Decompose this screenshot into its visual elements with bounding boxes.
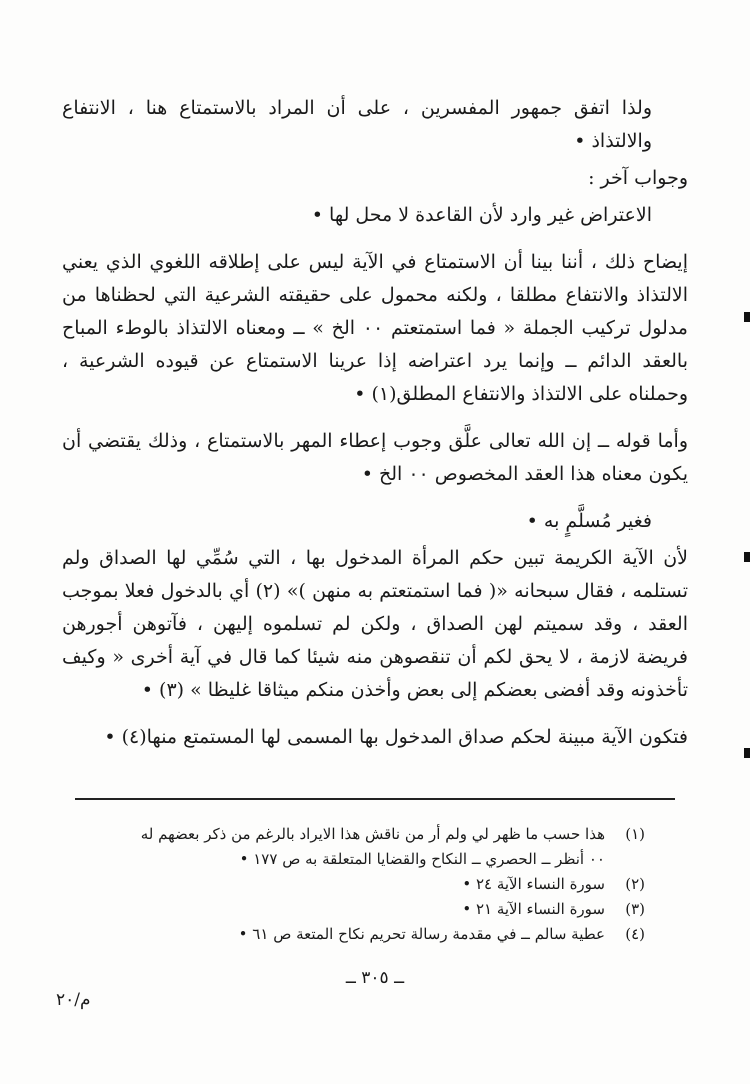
scan-edge-mark (744, 748, 750, 758)
footnote-number: (٤) (625, 925, 645, 943)
footnote-text: سورة النساء الآية ٢١ • (462, 900, 605, 918)
signature-mark: م/٢٠ (56, 990, 91, 1010)
footnotes (140, 822, 645, 947)
paragraph-5: وأما قوله ــ إن الله تعالى علَّق وجوب إعطاء المهر بالاستمتاع ، وذلك يقتضي أن يكون معناه هذا العقد المخصوص ٠٠ الخ • (62, 430, 688, 485)
paragraph-6: فغير مُسلَّمٍ به • (526, 510, 652, 532)
footnote-1 (140, 822, 645, 872)
paragraph-1: ولذا اتفق جمهور المفسرين ، على أن المراد بالاستمتاع هنا ، الانتفاع والالتذاذ • (62, 97, 652, 152)
paragraph-7: لأن الآية الكريمة تبين حكم المرأة المدخول بها ، التي سُمِّي لها الصداق ولم تستلمه ، فقال سبحانه «( فما استمتعتم به منهن )» (٢) أي بالدخول فعلا بموجب العقد ، وقد سميتم لهن الصداق ، ولكن لم تسلموه إليهن ، فآتوهن أجورهن فريضة لازمة ، لا يحق لكم أن تنقصوهن منه شيئا كما قال في آية أخرى « وكيف تأخذونه وقد أفضى بعضكم إلى بعض وأخذن منكم ميثاقا غليظا » (٣) • (62, 547, 688, 701)
footnote-text: سورة النساء الآية ٢٤ • (462, 875, 605, 893)
footnote-3 (140, 897, 645, 922)
footnote-number: (٢) (625, 875, 645, 893)
footnote-4 (140, 922, 645, 947)
page-number: ــ ٣٠٥ ــ (345, 968, 405, 988)
body-text (62, 92, 688, 768)
footnote-number: (٣) (625, 900, 645, 918)
footnote-text: عطية سالم ــ في مقدمة رسالة تحريم نكاح المتعة ص ٦١ • (238, 925, 605, 943)
paragraph-2: وجواب آخر : (588, 167, 688, 189)
scan-edge-mark (744, 312, 750, 322)
footnote-divider (75, 798, 675, 800)
footnote-number: (١) (625, 825, 645, 843)
paragraph-4: إيضاح ذلك ، أننا بينا أن الاستمتاع في الآية ليس على إطلاقه اللغوي الذي يعني الالتذاذ والانتفاع مطلقا ، ولكنه محمول على حقيقته الشرعية التي لحظناها من مدلول تركيب الجملة « فما استمتعتم ٠٠ الخ » ــ ومعناه الالتذاذ بالوطء المباح بالعقد الدائم ــ وإنما يرد اعتراضه إذا عرينا الاستمتاع عن قيوده الشرعية ، وحملناه على الالتذاذ والانتفاع المطلق(١) • (62, 251, 688, 405)
footnote-text: هذا حسب ما ظهر لي ولم أر من ناقش هذا الايراد بالرغم من ذكر بعضهم له ٠٠ أنظر ــ الحصري ــ النكاح والقضايا المتعلقة به ص ١٧٧ • (140, 825, 605, 868)
footnote-2 (140, 872, 645, 897)
paragraph-8: فتكون الآية مبينة لحكم صداق المدخول بها المسمى لها المستمتع منها(٤) • (104, 726, 688, 748)
scan-edge-mark (744, 552, 750, 562)
paragraph-3: الاعتراض غير وارد لأن القاعدة لا محل لها • (311, 204, 652, 226)
